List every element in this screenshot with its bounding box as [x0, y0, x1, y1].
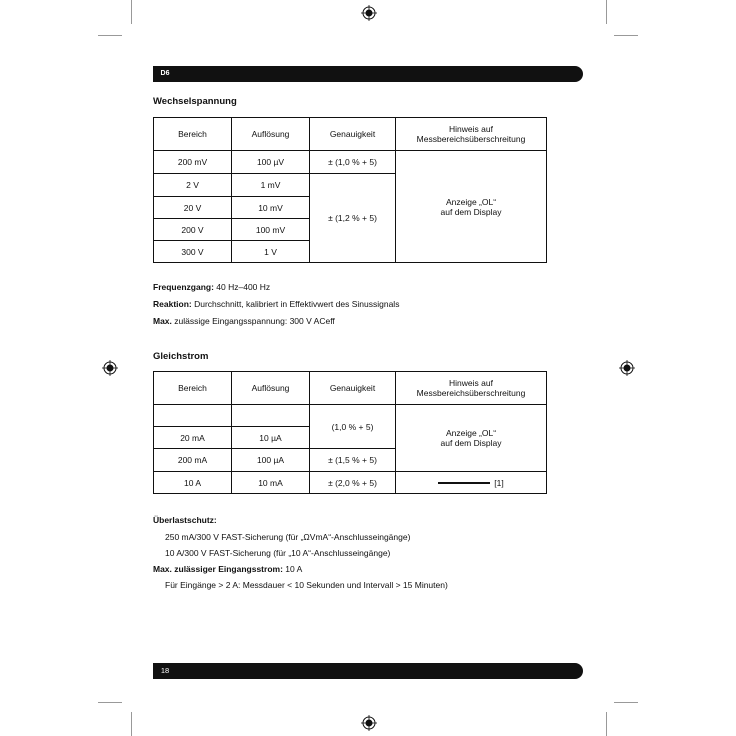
column-header: Hinweis auf Messbereichsüberschreitung	[396, 372, 547, 405]
note-line: Max. zulässiger Eingangsstrom: 10 A	[153, 564, 303, 574]
footer-bar	[153, 663, 583, 679]
ac-notes	[153, 281, 399, 327]
crop-mark	[614, 35, 638, 36]
crop-mark	[606, 712, 607, 736]
ac-spec-table	[153, 117, 547, 263]
table-row	[154, 472, 547, 494]
range-cell: 10 A	[154, 472, 232, 494]
crop-mark	[606, 0, 607, 24]
crop-mark	[98, 35, 122, 36]
column-header: Auflösung	[232, 372, 310, 405]
registration-mark-icon	[102, 360, 118, 376]
resolution-cell: 100 µV	[232, 151, 310, 174]
page-number: 18	[160, 666, 170, 675]
note-line: Max. zulässige Eingangsspannung: 300 V ACeff	[153, 316, 335, 326]
crop-mark	[131, 0, 132, 24]
accuracy-cell: (1,0 % + 5)	[310, 405, 396, 449]
accuracy-cell: ± (1,2 % + 5)	[310, 174, 396, 263]
accuracy-cell: ± (2,0 % + 5)	[310, 472, 396, 494]
dc-spec-table	[153, 371, 547, 494]
note-line: Frequenzgang: 40 Hz–400 Hz	[153, 282, 271, 292]
registration-mark-icon	[361, 715, 377, 731]
resolution-cell: 100 µA	[232, 449, 310, 472]
range-cell: 200 V	[154, 219, 232, 241]
language-tag: D6	[160, 70, 170, 77]
overrange-cell: Anzeige „OL“ auf dem Display	[396, 151, 547, 263]
range-cell: 300 V	[154, 241, 232, 263]
registration-mark-icon	[361, 5, 377, 21]
note-line: 10 A/300 V FAST-Sicherung (für „10 A“-Anschlusseingänge)	[165, 548, 391, 558]
column-header: Bereich	[154, 372, 232, 405]
overrange-cell: Anzeige „OL“ auf dem Display	[396, 405, 547, 472]
note-line: 250 mA/300 V FAST-Sicherung (für „ΩVmA“-Anschlusseingänge)	[165, 532, 411, 542]
accuracy-cell: ± (1,0 % + 5)	[310, 151, 396, 174]
note-line: Reaktion: Durchschnitt, kalibriert in Effektivwert des Sinussignals	[153, 299, 400, 309]
range-cell: 20 V	[154, 197, 232, 219]
crop-mark	[98, 702, 122, 703]
overrange-cell	[396, 472, 547, 494]
ac-section-title: Wechselspannung	[153, 96, 237, 107]
resolution-cell: 10 mV	[232, 197, 310, 219]
accuracy-cell: ± (1,5 % + 5)	[310, 449, 396, 472]
crop-mark	[131, 712, 132, 736]
resolution-cell: 10 mA	[232, 472, 310, 494]
footnote-ref: [1]	[494, 477, 504, 488]
protection-notes	[153, 514, 448, 591]
range-cell	[154, 405, 232, 427]
range-cell: 200 mA	[154, 449, 232, 472]
range-cell: 200 mV	[154, 151, 232, 174]
table-row	[154, 151, 547, 174]
table-header-row	[154, 372, 547, 405]
range-cell: 20 mA	[154, 427, 232, 449]
resolution-cell	[232, 405, 310, 427]
column-header: Hinweis auf Messbereichsüberschreitung	[396, 118, 547, 151]
header-bar	[153, 66, 583, 82]
dash-line	[438, 482, 490, 484]
resolution-cell: 100 mV	[232, 219, 310, 241]
dc-section-title: Gleichstrom	[153, 351, 209, 362]
table-row	[154, 405, 547, 427]
resolution-cell: 1 mV	[232, 174, 310, 197]
crop-mark	[614, 702, 638, 703]
note-line: Für Eingänge > 2 A: Messdauer < 10 Sekunden und Intervall > 15 Minuten)	[165, 580, 448, 590]
table-header-row	[154, 118, 547, 151]
column-header: Auflösung	[232, 118, 310, 151]
resolution-cell: 1 V	[232, 241, 310, 263]
registration-mark-icon	[619, 360, 635, 376]
protection-title: Überlastschutz:	[153, 515, 217, 525]
column-header: Genauigkeit	[310, 118, 396, 151]
column-header: Genauigkeit	[310, 372, 396, 405]
range-cell: 2 V	[154, 174, 232, 197]
column-header: Bereich	[154, 118, 232, 151]
resolution-cell: 10 µA	[232, 427, 310, 449]
